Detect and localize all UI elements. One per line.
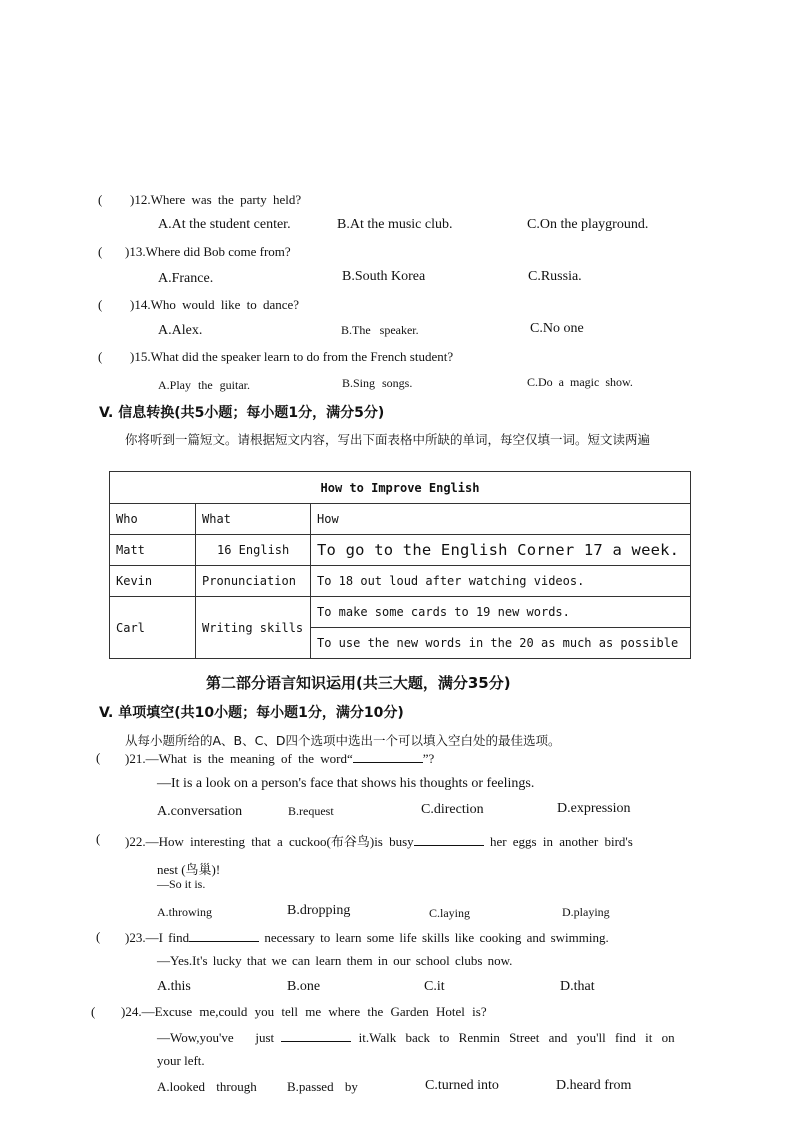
q23-option-b: B.one: [287, 979, 321, 994]
table-cell: To go to the English Corner 17 a week.: [311, 535, 691, 566]
q15-option-b: B.Sing songs.: [342, 376, 413, 390]
answer-paren: (: [91, 1004, 96, 1019]
table-cell: Carl: [110, 597, 196, 659]
question-24-text: —Wow,you've just: [157, 1030, 275, 1045]
answer-paren: (: [98, 192, 103, 207]
q22-option-c: C.laying: [429, 906, 470, 920]
table-header-how: How: [311, 504, 691, 535]
table-cell: To 18 out loud after watching videos.: [311, 566, 691, 597]
q21-option-a: A.conversation: [157, 804, 243, 819]
q23-option-d: D.that: [560, 979, 595, 994]
question-22-line2: nest (鸟巢)!: [157, 862, 221, 877]
q13-option-a: A.France.: [158, 271, 214, 286]
q14-option-c: C.No one: [530, 321, 584, 336]
question-14-stem: )14.Who would like to dance?: [130, 297, 300, 312]
answer-paren: (: [98, 349, 103, 364]
answer-paren: (: [96, 929, 101, 944]
q13-option-b: B.South Korea: [342, 269, 426, 284]
section-instruction: 你将听到一篇短文。请根据短文内容，写出下面表格中所缺的单词，每空仅填一词。短文读两遍: [125, 432, 651, 447]
table-cell: 16 English: [196, 535, 311, 566]
section-heading-info-transfer: V. 信息转换(共5小题；每小题1分，满分5分): [99, 405, 385, 421]
q15-option-c: C.Do a magic show.: [527, 375, 633, 389]
q24-option-d: D.heard from: [556, 1078, 632, 1093]
table-title: How to Improve English: [110, 472, 691, 504]
q23-option-a: A.this: [157, 979, 191, 994]
table-cell: Kevin: [110, 566, 196, 597]
question-23-text-end: necessary to learn some life skills like cooking and swimming.: [264, 930, 609, 945]
table-cell: Matt: [110, 535, 196, 566]
answer-blank: [414, 833, 484, 846]
question-21-reply: —It is a look on a person's face that shows his thoughts or feelings.: [157, 776, 535, 791]
question-22-reply: —So it is.: [157, 877, 206, 891]
info-table: [109, 471, 691, 659]
q14-option-b: B.The speaker.: [341, 323, 419, 337]
table-cell: To use the new words in the 20 as much as possible: [311, 628, 691, 659]
table-cell: Writing skills: [196, 597, 311, 659]
table-header-what: What: [196, 504, 311, 535]
table-row: [110, 535, 691, 566]
answer-blank: [189, 929, 259, 942]
q22-option-a: A.throwing: [157, 905, 212, 919]
question-21-text-end: ”?: [422, 751, 435, 766]
question-24-stem: )24.—Excuse me,could you tell me where the Garden Hotel is?: [121, 1004, 487, 1019]
question-23-text: )23.—I find: [125, 930, 190, 945]
question-22-text-end: her eggs in another bird's: [489, 834, 633, 849]
question-15-stem: )15.What did the speaker learn to do from the French student?: [130, 349, 454, 364]
table-row: [110, 597, 691, 628]
table-cell: Pronunciation: [196, 566, 311, 597]
q23-option-c: C.it: [424, 979, 445, 994]
part-two-heading: 第二部分语言知识运用(共三大题，满分35分): [206, 674, 511, 692]
q21-option-d: D.expression: [557, 801, 631, 816]
section-instruction: 从每小题所给的A、B、C、D四个选项中选出一个可以填入空白处的最佳选项。: [125, 733, 561, 748]
question-23-stem: [125, 929, 609, 946]
table-row: [110, 566, 691, 597]
question-22-text: )22.—How interesting that a cuckoo(布谷鸟)is busy: [125, 834, 414, 849]
q22-option-d: D.playing: [562, 905, 610, 919]
table-row: [110, 504, 691, 535]
question-21-stem: [125, 750, 434, 767]
question-23-reply: —Yes.It's lucky that we can learn them in our school clubs now.: [157, 953, 513, 968]
question-21-text: )21.—What is the meaning of the word“: [125, 751, 353, 766]
question-24-text-end: it.Walk back to Renmin Street and you'll find it on: [358, 1030, 675, 1045]
answer-blank: [353, 750, 423, 763]
q21-option-c: C.direction: [421, 802, 484, 817]
answer-blank: [281, 1029, 351, 1042]
question-12-stem: )12.Where was the party held?: [130, 192, 302, 207]
q12-option-a: A.At the student center.: [158, 217, 291, 232]
answer-paren: (: [96, 831, 101, 846]
question-13-stem: )13.Where did Bob come from?: [125, 244, 291, 259]
answer-paren: (: [98, 244, 103, 259]
question-22-stem: [125, 831, 633, 850]
q24-option-b: B.passed by: [287, 1079, 358, 1094]
question-24-line2: [157, 1029, 675, 1046]
q24-option-c: C.turned into: [425, 1078, 499, 1093]
q12-option-b: B.At the music club.: [337, 217, 453, 232]
table-row: [110, 472, 691, 504]
q12-option-c: C.On the playground.: [527, 217, 649, 232]
table-cell: To make some cards to 19 new words.: [311, 597, 691, 628]
q21-option-b: B.request: [288, 804, 334, 818]
q14-option-a: A.Alex.: [158, 323, 203, 338]
table-header-who: Who: [110, 504, 196, 535]
q15-option-a: A.Play the guitar.: [158, 378, 250, 392]
q13-option-c: C.Russia.: [528, 269, 582, 284]
q24-option-a: A.looked through: [157, 1079, 257, 1094]
answer-paren: (: [98, 297, 103, 312]
section-heading-single-choice: V. 单项填空(共10小题；每小题1分，满分10分): [99, 705, 404, 721]
q22-option-b: B.dropping: [287, 903, 351, 918]
answer-paren: (: [96, 750, 101, 765]
question-24-line3: your left.: [157, 1053, 205, 1068]
